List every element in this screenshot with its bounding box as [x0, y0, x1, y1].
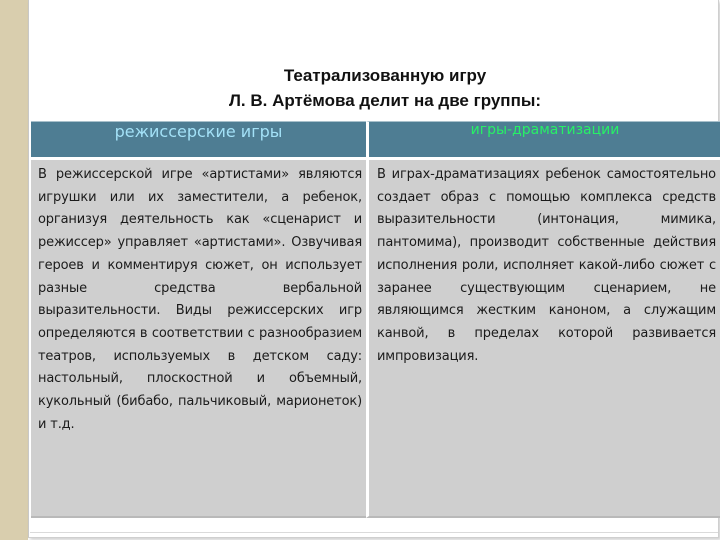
- comparison-table: [31, 121, 720, 518]
- header-director-games: режиссерские игры: [31, 121, 366, 160]
- table-header-row: [31, 121, 720, 160]
- divider: [30, 532, 718, 533]
- header-dramatization-games: игры-драматизации: [366, 121, 720, 160]
- title-line-1: Театрализованную игру: [283, 66, 487, 85]
- cell-dramatization-games-text: В играх-драматизациях ребенок самостоятельно создает образ с помощью комплекса средств выразительности (интонация, мимика, пантомима), производит собственные действия исполнения роли, исполняет какой-либо сюжет с заранее существующим сценарием, не являющимся жестким каноном, а служащим канвой, в пределах которой развивается импровизация.: [366, 160, 720, 518]
- slide-title: [40, 63, 720, 113]
- cell-director-games-text: В режиссерской игре «артистами» являются игрушки или их заместители, а ребенок, организуя деятельность как «сценарист и режиссер» управляет «артистами». Озвучивая героев и комментируя сюжет, он использует разные средства вербальной выразительности. Виды режиссерских игр определяются в соответствии с разнообразием театров, используемых в детском саду: настольный, плоскостной и объемный, кукольный (бибабо, пальчиковый, марионеток) и т.д.: [31, 160, 366, 518]
- title-line-2: Л. В. Артёмова делит на две группы:: [228, 91, 542, 110]
- table-row: [31, 160, 720, 518]
- decorative-left-band: [0, 0, 28, 540]
